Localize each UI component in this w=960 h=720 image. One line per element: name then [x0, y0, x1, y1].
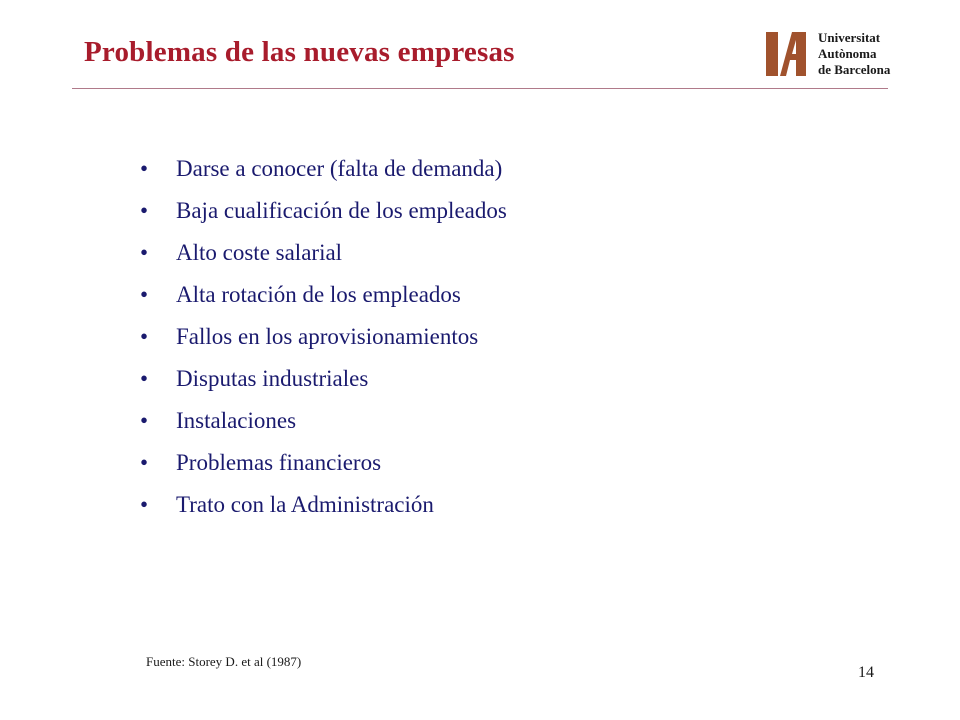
logo-line-1: Universitat: [818, 30, 881, 45]
bullet-icon: •: [140, 450, 149, 475]
bullet-icon: •: [140, 492, 149, 517]
bullet-text: Baja cualificación de los empleados: [176, 198, 507, 223]
bullet-item: [140, 358, 507, 400]
bullet-text: Instalaciones: [176, 408, 297, 433]
source-citation: Fuente: Storey D. et al (1987): [146, 654, 302, 669]
bullet-item: [140, 484, 507, 526]
university-logo: [766, 30, 896, 80]
bullet-icon: •: [140, 408, 149, 433]
bullet-item: [140, 442, 507, 484]
bullet-item: [140, 190, 507, 232]
uab-logo-icon: [766, 30, 810, 78]
bullet-icon: •: [140, 198, 149, 223]
bullet-text: Darse a conocer (falta de demanda): [176, 156, 503, 181]
bullet-icon: •: [140, 324, 149, 349]
page-number: 14: [858, 664, 874, 681]
bullet-item: [140, 274, 507, 316]
bullet-text: Alto coste salarial: [176, 240, 343, 265]
bullet-item: [140, 232, 507, 274]
bullet-item: [140, 148, 507, 190]
bullet-text: Fallos en los aprovisionamientos: [176, 324, 479, 349]
logo-line-2: Autònoma: [818, 46, 877, 61]
bullet-text: Trato con la Administración: [176, 492, 434, 517]
slide-title: Problemas de las nuevas empresas: [84, 36, 515, 68]
bullet-text: Problemas financieros: [176, 450, 382, 475]
bullet-text: Disputas industriales: [176, 366, 369, 391]
title-divider: [72, 88, 888, 89]
bullet-text: Alta rotación de los empleados: [176, 282, 461, 307]
bullet-item: [140, 316, 507, 358]
bullet-icon: •: [140, 156, 149, 181]
bullet-list: [140, 148, 507, 526]
bullet-item: [140, 400, 507, 442]
bullet-icon: •: [140, 366, 149, 391]
logo-text: [818, 30, 890, 78]
bullet-icon: •: [140, 240, 149, 265]
logo-line-3: de Barcelona: [818, 62, 891, 77]
bullet-icon: •: [140, 282, 149, 307]
